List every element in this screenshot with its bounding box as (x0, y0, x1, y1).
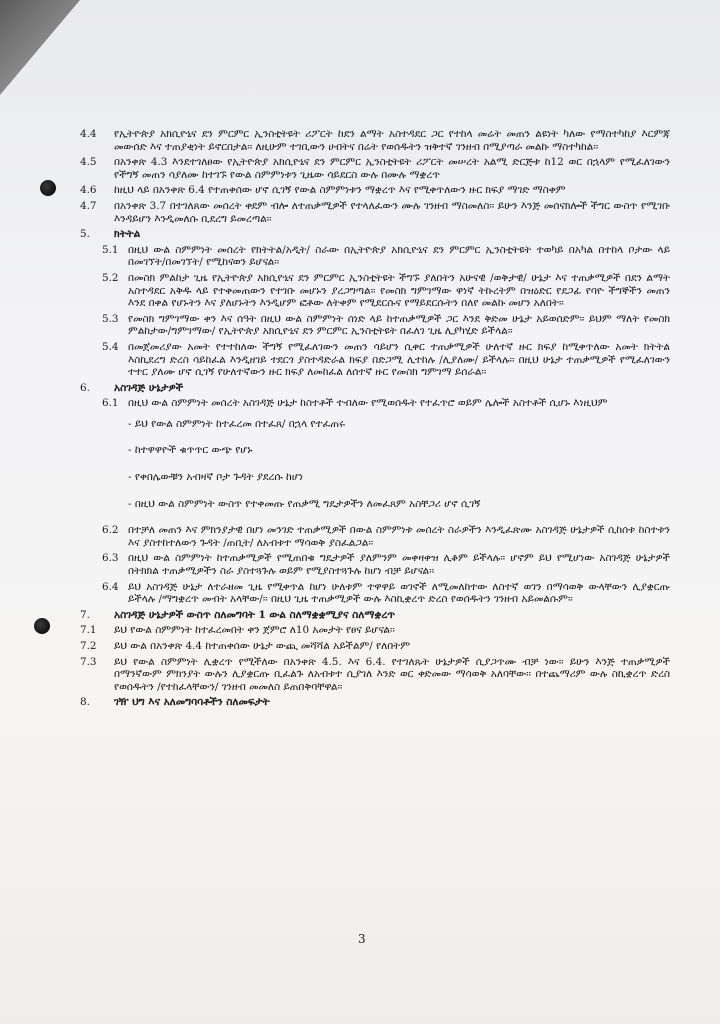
clause (80, 640, 670, 653)
clause-number: 4.6 (80, 184, 97, 197)
clause-text: ክትትል (114, 228, 141, 241)
clause (80, 128, 670, 153)
clause (80, 313, 670, 338)
clause (80, 397, 670, 410)
clause-number: 7.3 (80, 655, 97, 668)
clause-number: 5.1 (102, 243, 119, 256)
condition-item: - የቀበሌውቹን አብዛኛ ቦታ ጉዳት ያደረሱ ከሆነ (128, 471, 303, 484)
section-heading (80, 696, 670, 709)
clause-text: ይህ አስገዳጅ ሁኔታ ለተራዘመ ጊዜ የሚቀጥል ከሆነ ሁለቱም ተዋዋይ ወገኖች ለሚመለከተው ለስተኛ ወገን በማሳወቅ ውላቸውን ሊያቋርጡ ይችላሉ /ማግቋረጥ መብት አላቸው/፡፡ በዚህ ጊዜ ተጠቃሚዎች ውሉ እስኪቋረጥ ድረስ የወሰዱትን ገንዘብ አይመልሱም፡፡ (128, 580, 670, 606)
clause-number: 6. (80, 381, 90, 394)
clause-text: የመስክ ግምገማው ቀን እና ሰዓት በዚህ ውል ስምምነት ሰነድ ላይ ከተጠቃሚዎች ጋር እንደ ቅድመ ሁኔታ አይወሰድም፡፡ ይህም ማለት የመስክ ምልከታው/ግምገማው/ የኢትዮጵያ አክሲዮኒና ደን ምርምር ኢንስቲትዩት በፈለገ ጊዜ ሊያካሂድ ይችላል፡፡ (128, 312, 670, 338)
clause-number: 7. (80, 608, 90, 621)
clause-text: በአንቀጽ 4.3 እንደተገለፀው የኢትዮጵያ አክሲዮኒና ደን ምርምር ኢንስቲትዩት ሪፖርት መሠረት አልሚ ድርጅቱ ከ12 ወር በኋላም የሚፈለገውን የችግኝ መጠን ሳያለሙ ከተገኙ የውል ስምምነቱን ጊዜው ሳይደርስ ውሉ በሙሉ ማቋረጥ (114, 156, 670, 181)
punch-hole (40, 180, 56, 196)
clause (80, 624, 670, 637)
clause-text: አስገዳጅ ሁኔታዎች (114, 381, 184, 394)
clause-text: ይህ ውል በአንቀጽ 4.4 ከተጠቀሰው ሁኔታ ውጪ መሻሻል አይችልም/ የለበትም (114, 640, 410, 652)
clause-text: የኢትዮጵያ አክሲዮኒና ደን ምርምር ኢንስቲትዩት ሪፖርት ከደን ልማት አስተዳደር ጋር የተከላ መሬት መጠን ልዩነት ካለው የማስተካከያ እርምጃ መውሰድ እና ተጠያቂነት ይኖርበታል፡፡ ለዚሁም ተገቢውን ሀብትና በሬት የወሰዱትን ዝቅተኛ ገንዘብ በሚያጣራ መልኩ ማስተካከል፡፡ (114, 128, 670, 153)
clause (80, 341, 670, 379)
clause-number: 4.7 (80, 199, 97, 212)
conditions-list (128, 418, 670, 510)
section-heading (80, 382, 670, 395)
clause-text: በአንቀጽ 3.7 በተገለጸው መሰረት ቀደም ብሎ ለተጠቃሚዎች የተላለፈውን ሙሉ ገንዘብ ማስመለስ፡፡ ይሁን እንጅ መሰናክሎች ችግር ውስጥ የሚገቡ እንዳይሆን እንዲመለሱ ቢደረግ ይመረጣል፡፡ (114, 199, 670, 225)
clause (80, 581, 670, 606)
section-heading (80, 609, 670, 622)
clause-number: 6.2 (102, 524, 119, 537)
clause (80, 156, 670, 181)
sections-part-2 (80, 524, 670, 709)
clause-number: 6.3 (102, 552, 119, 565)
clause-text: በዚህ ውል ስምምነት ከተጠቃሚዎች የሚጠበቁ ግዴታዎች ያለምንም መቀዛቀዝ ሊቆም ይችላሉ፡፡ ሆኖም ይህ የሚሆነው አስገዳጅ ሁኔታዎች በትክክል ተጠቃሚዎችን ስራ ያስተጓጉሉ ወይም የሚያስተጓጉሉ ከሆነ ብቻ ይሆናል፡፡ (128, 552, 670, 578)
clause-number: 6.1 (102, 397, 119, 410)
clause-number: 7.1 (80, 624, 97, 637)
condition-item: - በዚህ ውል ስምምነት ውስጥ የተቀመጡ የጠቃሚ ግዴታዎችን ለመፈጸም አስቸጋሪ ሆኖ ሲገኝ (128, 497, 481, 510)
clause (80, 656, 670, 694)
punch-hole (34, 618, 50, 634)
clause-number: 8. (80, 696, 90, 709)
clause-text: በተቻለ መጠን እና ምክንያታዊ በሆነ መንገድ ተጠቃሚዎች በውል ስምምነቱ መሰረት ስራዎችን እንዲፈጽሙ አስገዳጅ ሁኔታዎች ሲከሰቱ ከስተቱን እና ያስተከተለውን ጉዳት /ጠቢት/ ለአብቱተ ማሳወቅ ያስፈልጋል፡፡ (128, 524, 670, 549)
clause-text: ገዥ ህግ እና አለመግባባቶችን ስለመፍታት (114, 696, 270, 709)
clause-number: 6.4 (102, 580, 119, 593)
condition-item: - ይህ የውል ስምምነት ከተፈረመ በተፈጸ/ በኋላ የተፈጠሩ (128, 417, 345, 430)
clause-number: 4.5 (80, 156, 97, 169)
clause-number: 7.2 (80, 640, 97, 652)
clause-number: 4.4 (80, 128, 97, 140)
section-heading (80, 228, 670, 241)
clause-text: በዚህ ውል ስምምነት መሰረት የክትትል/አዲት/ ስራው በኢትዮጵያ አክሲዮኒና ደን ምርምር ኢንስቲትዩት ተወካይ በአካል በተከላ ቦታው ላይ በመገኘት/በመገኘት/ የሚከናወን ይሆናል፡፡ (128, 243, 670, 269)
clause-text: ከዚህ ላይ በአንቀጽ 6.4 የተጠቀሰው ሆኖ ሲገኝ የውል ስምምነቱን ማቋረጥ እና የሚቀጥለውን ዙር ክፍያ ማገድ ማስቀም (114, 184, 566, 197)
clause-text: ይህ የውል ስምምነት ከተፈረመበት ቀን ጀምሮ ለ10 አመታት የፀና ይሆናል፡፡ (114, 624, 395, 637)
clause-number: 5.2 (102, 271, 119, 284)
clause-text: በመስክ ምልከታ ጊዜ የኢትዮጵያ አክሲዮኒና ደን ምርምር ኢንስቲትዩት ችግኙ ያለበትን አሁናዊ /ወቅታዊ/ ሁኔታ እና ተጠቃሚዎች በደን ልማት አስተዳደር አቅዱ ላይ የተቀመጠውን የተገቡ መሆኑን ያረጋግጣል፡፡ የመስክ ግምገማው ዋነኛ ትኩረትም በዝዕድር የደጋፊ የባዮ ችግኞችን መጠን እንደ በቀል የሆኑትን እና ያለሆኑትን እንዲሆም ፎቶው ለትቀም የሚደርሱና የማይደርሱትን በለየ መልኩ መሆን አለበት፡፡ (128, 271, 670, 310)
clause-text: በዚህ ውል ስምምነት መሰረት አስገዳጅ ሁኔታ ከስተቶች ተብለው የሚወሰዱት የተፈጥሮ ወይም ሌሎች አስተቶች ሲሆኑ እነዚህም (128, 397, 608, 410)
clause-text: በመጀመሪያው አመት የተተከለው ችግኝ የሚፈለገውን መጠን ሳይሆን ሲቀር ተጠቃሚዎች ሁለተኛ ዙር ክፍያ ከሚቀጥለው አመት ክትትል እስኪደረግ ድረስ ሳይከፈል እንዲዘገይ ተደርጎ ያስተዳድራል ክፍያ በድጋሚ ሊተከሉ /ሊያለሙ/ ይችላሉ፡፡ በዚህ ሁኔታ ተጠቃሚዎች የሚፈለገውን ተተር ያለሙ ሆኖ ሲገኝ የሁለተኛውን ዙር ክፍያ ለመከፈል ለሰተኛ ዙር የመስክ ግምገማ ይሰራል፡፡ (128, 340, 670, 379)
clause (80, 524, 670, 549)
clause (80, 200, 670, 225)
clause (80, 272, 670, 310)
clause (80, 552, 670, 577)
clause-number: 5.4 (102, 340, 119, 353)
clause-text: ይህ የውል ስምምነት ሊቋረጥ የሚችለው በአንቀጽ 4.5. እና 6.4. የተገለጹት ሁኔታዎች ሲያጋጥሙ ብቻ ነው፡፡ ይሁን እንጅ ተጠቃሚዎች በማንኛውም ምክንያት ውሉን ሊያቋርጡ ቢፈልጉ ለአብቱተ ሲያገለ እንድ ወር ቀድመው ማሳወቅ አለባቸው፡፡ በተጨማሪም ውሉ ስኪቋረጥ ድረስ የወሰዱትን /የተከፈላቸውን/ ገንዘብ መመለስ ይጠበቅባቸዋል፡፡ (114, 655, 670, 693)
sections-part-1 (80, 128, 670, 410)
clause-number: 5.3 (102, 312, 119, 325)
clause (80, 244, 670, 269)
condition-item: - ከተዋዋዮች ቁጥጥር ውጭ የሆኑ (128, 444, 253, 457)
clause-number: 5. (80, 228, 90, 241)
document-body (80, 128, 670, 712)
page-number: 3 (358, 932, 366, 946)
clause-text: አስገዳጅ ሁኔታዎች ውስጥ ስለመግባት 1 ውል ስለማቋቋሚያና ስለማቋረጥ (114, 608, 396, 621)
clause (80, 184, 670, 197)
